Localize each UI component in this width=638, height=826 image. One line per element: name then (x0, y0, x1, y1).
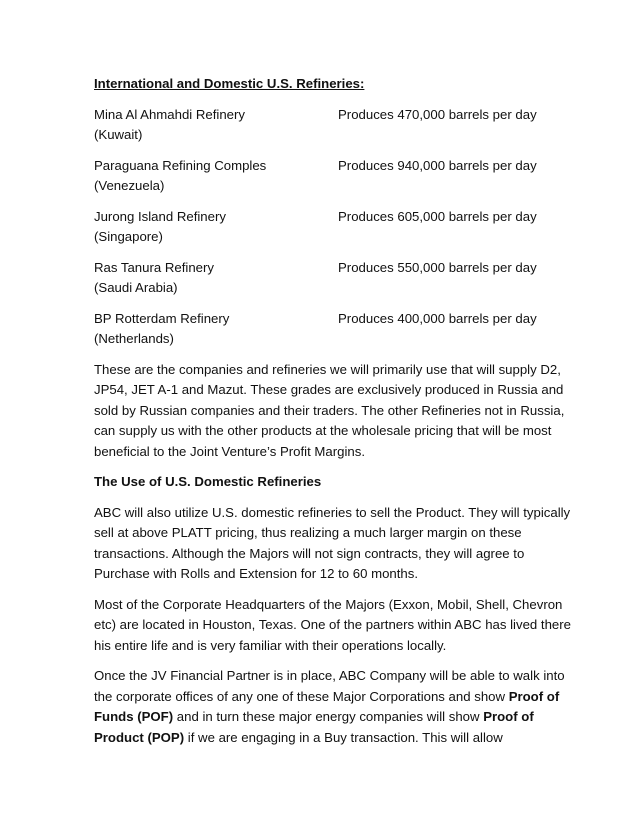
refinery-row (94, 207, 574, 248)
refinery-production: Produces 470,000 barrels per day (338, 106, 537, 122)
refinery-country: (Netherlands) (94, 331, 174, 346)
refinery-row (94, 309, 574, 350)
intro-paragraph: These are the companies and refineries we will primarily use that will supply D2, JP54, JET A-1 and Mazut. These grades are exclusively produced in Russia and sold by Russian companies and their traders. The other Refineries not in Russia, can supply us with the other products at the wholesale pricing that will be most beneficial to the Joint Venture’s Profit Margins. (94, 361, 565, 459)
section-heading: The Use of U.S. Domestic Refineries (94, 474, 322, 489)
body-paragraph (94, 666, 574, 748)
refinery-row (94, 258, 574, 299)
paragraph-text: if we are engaging in a Buy transaction. This will allow (184, 729, 503, 745)
refinery-name: Jurong Island Refinery (94, 208, 226, 224)
body-paragraph: ABC will also utilize U.S. domestic refineries to sell the Product. They will typically sell at above PLATT pricing, thus realizing a much larger margin on these transactions. Although the Majors will not sign contracts, they will agree to Purchase with Rolls and Extension for 12 to 60 months. (94, 504, 571, 581)
refinery-production: Produces 605,000 barrels per day (338, 208, 537, 224)
refinery-production: Produces 940,000 barrels per day (338, 157, 537, 173)
refinery-name-block (94, 207, 338, 248)
refinery-name: Paraguana Refining Comples (94, 157, 267, 173)
refinery-name-block (94, 309, 338, 350)
refinery-row (94, 156, 574, 197)
refinery-name: Mina Al Ahmahdi Refinery (94, 106, 245, 122)
refinery-name: Ras Tanura Refinery (94, 259, 214, 275)
refinery-row (94, 105, 574, 146)
paragraph-text: Once the JV Financial Partner is in place, ABC Company will be able to walk into the corporate offices of any one of these Major Corporations and show (94, 668, 565, 704)
refinery-name-block (94, 258, 338, 299)
refinery-name: BP Rotterdam Refinery (94, 310, 230, 326)
paragraph-text: and in turn these major energy companies will show (173, 709, 484, 724)
refinery-name-block (94, 105, 338, 146)
refinery-country: (Kuwait) (94, 127, 143, 142)
proof-of-product-term: Proof of Product (POP) (94, 709, 534, 745)
document-page (94, 74, 574, 758)
proof-of-funds-term: Proof of Funds (POF) (94, 688, 560, 724)
refinery-production: Produces 400,000 barrels per day (338, 310, 537, 326)
refinery-production: Produces 550,000 barrels per day (338, 259, 537, 275)
body-paragraph: Most of the Corporate Headquarters of the Majors (Exxon, Mobil, Shell, Chevron etc) are located in Houston, Texas. One of the partners within ABC has lived there his entire life and is very familiar with their operations locally. (94, 596, 571, 653)
refinery-name-block (94, 156, 338, 197)
refinery-country: (Singapore) (94, 229, 163, 244)
refinery-country: (Venezuela) (94, 178, 165, 193)
refinery-country: (Saudi Arabia) (94, 280, 178, 295)
refineries-heading: International and Domestic U.S. Refineries: (94, 76, 365, 91)
